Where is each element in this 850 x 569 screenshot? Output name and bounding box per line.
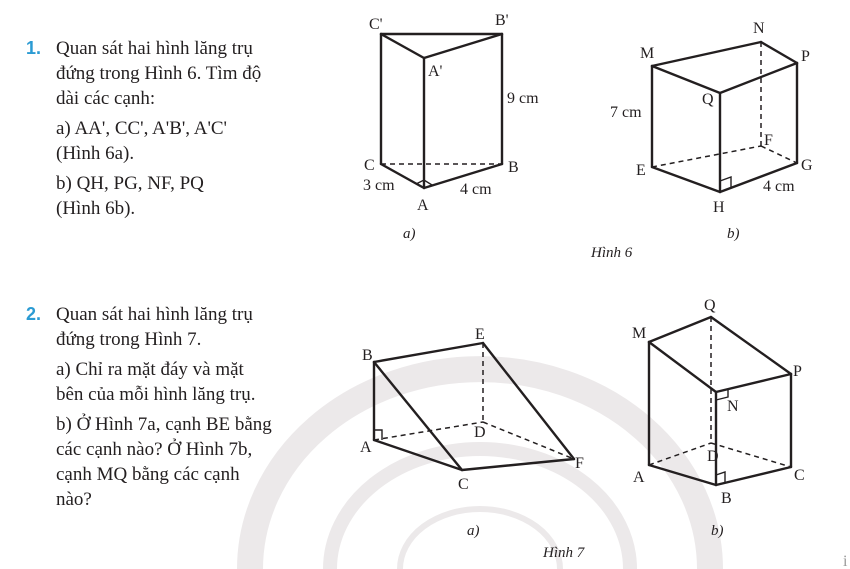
exercise-1-part-a-2: (Hình 6a).	[56, 143, 135, 164]
label-q: Q	[704, 297, 716, 314]
label-c-prime: C'	[369, 16, 383, 33]
exercise-2-part-a-1: a) Chỉ ra mặt đáy và mặt	[56, 359, 244, 380]
caption-figure-6: Hình 6	[591, 245, 633, 261]
edge-m-q	[652, 66, 720, 93]
hidden-edge-a-d	[374, 422, 483, 440]
measure-me: 7 cm	[610, 104, 642, 121]
label-n: N	[753, 20, 765, 37]
measure-ab: 4 cm	[460, 181, 492, 198]
label-a-prime: A'	[428, 63, 443, 80]
label-p: P	[793, 363, 802, 380]
label-h: H	[713, 199, 725, 216]
label-a: A	[417, 197, 429, 214]
edge-e-h	[652, 167, 720, 192]
exercise-1-line-3: dài các cạnh:	[56, 88, 156, 109]
exercise-1-part-a-1: a) AA', CC', A'B', A'C'	[56, 118, 227, 139]
label-m: M	[640, 45, 655, 62]
label-p: P	[801, 48, 810, 65]
exercise-2-number: 2.	[26, 304, 42, 324]
edge-a1-b1	[424, 34, 502, 58]
label-d: D	[707, 448, 719, 465]
label-g: G	[801, 157, 813, 174]
exercise-2-part-b-3: cạnh MQ bằng các cạnh	[56, 464, 240, 485]
edge-n-p	[761, 42, 797, 63]
figure-6a	[363, 12, 539, 242]
edge-b-c	[716, 467, 791, 485]
exercise-2-line-1: Quan sát hai hình lăng trụ	[56, 304, 253, 325]
hidden-edge-d-c	[711, 443, 791, 467]
exercise-1-part-b-1: b) QH, PG, NF, PQ	[56, 173, 204, 194]
exercise-1-line-1: Quan sát hai hình lăng trụ	[56, 38, 253, 59]
label-a: A	[360, 439, 372, 456]
edge-q-p	[711, 317, 791, 374]
exercise-1-line-2: đứng trong Hình 6. Tìm độ	[56, 63, 262, 84]
hidden-edge-e-f	[652, 146, 761, 167]
exercise-2-part-b-2: các cạnh nào? Ở Hình 7b,	[56, 439, 253, 460]
right-angle-mark	[720, 177, 731, 188]
label-q: Q	[702, 91, 714, 108]
exercise-1-number: 1.	[26, 38, 42, 58]
label-b: B	[508, 159, 519, 176]
exercise-1-part-b-2: (Hình 6b).	[56, 198, 136, 219]
label-c: C	[364, 157, 375, 174]
figure-6b	[610, 20, 813, 242]
right-angle-mark	[716, 472, 725, 482]
exercise-2-part-b-4: nào?	[56, 489, 92, 510]
exercise-2-part-b-1: b) Ở Hình 7a, cạnh BE bằng	[56, 414, 272, 435]
caption-figure-7: Hình 7	[543, 545, 585, 561]
sub-caption-6a: a)	[403, 226, 416, 242]
measure-ca: 3 cm	[363, 177, 395, 194]
sub-caption-7b: b)	[711, 523, 724, 539]
label-e: E	[475, 326, 485, 343]
figure-7b	[632, 297, 805, 539]
label-b-prime: B'	[495, 12, 509, 29]
exercise-2-line-2: đứng trong Hình 7.	[56, 329, 202, 350]
label-d: D	[474, 424, 486, 441]
label-f: F	[575, 455, 584, 472]
label-b: B	[362, 347, 373, 364]
edge-n-p	[716, 374, 791, 392]
sub-caption-6b: b)	[727, 226, 740, 242]
sub-caption-7a: a)	[467, 523, 480, 539]
edge-m-n	[649, 342, 716, 392]
label-b: B	[721, 490, 732, 507]
edge-m-n	[652, 42, 761, 66]
label-f: F	[764, 132, 773, 149]
edge-q-p	[720, 63, 797, 93]
label-c: C	[458, 476, 469, 493]
exercise-2-part-a-2: bên của mỗi hình lăng trụ.	[56, 384, 256, 405]
label-e: E	[636, 162, 646, 179]
label-a: A	[633, 469, 645, 486]
measure-height: 9 cm	[507, 90, 539, 107]
label-m: M	[632, 325, 647, 342]
edge-m-q	[649, 317, 711, 342]
edge-c1-a1	[381, 34, 424, 58]
measure-hg: 4 cm	[763, 178, 795, 195]
label-c: C	[794, 467, 805, 484]
label-n: N	[727, 398, 739, 415]
right-angle-mark	[374, 430, 382, 440]
corner-mark: i	[843, 553, 848, 569]
